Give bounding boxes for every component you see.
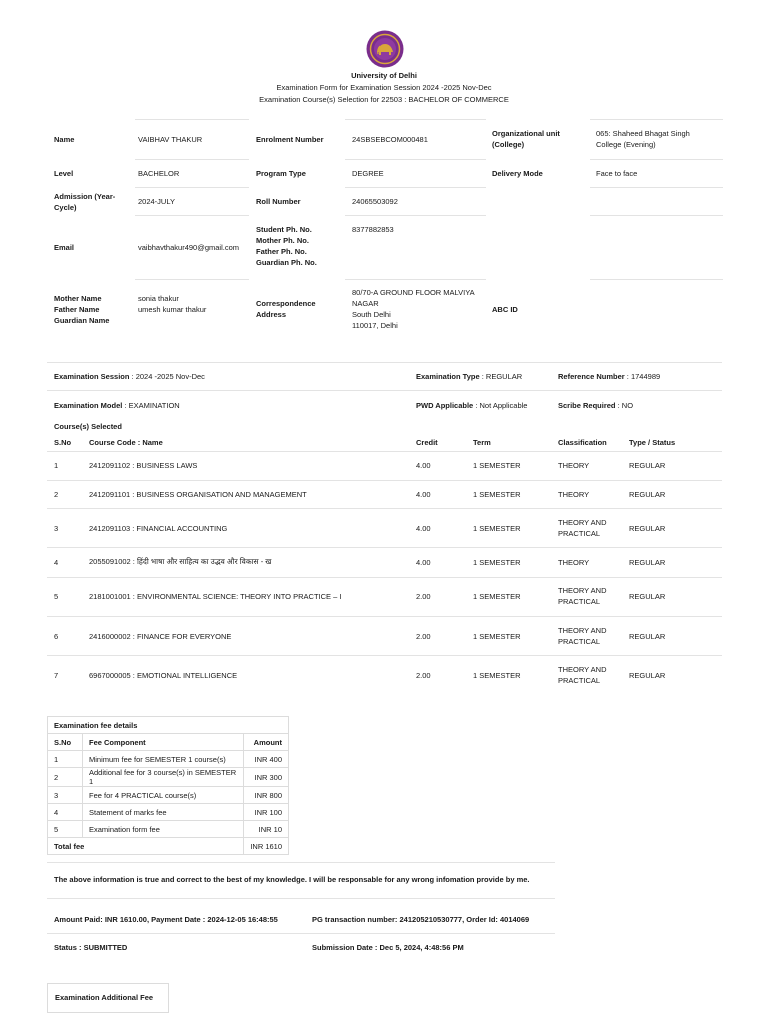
- course-sno: 5: [54, 592, 59, 601]
- course-name: 2412091101 : BUSINESS ORGANISATION AND MANAGEMENT: [89, 490, 307, 499]
- address-value: [352, 287, 475, 331]
- program-type-value: DEGREE: [352, 169, 384, 178]
- level-value: BACHELOR: [138, 169, 180, 178]
- mother-name-label: Mother Name: [54, 294, 102, 303]
- course-credit: 4.00: [416, 524, 431, 533]
- form-title: Examination Form for Examination Session 2024 -2025 Nov-Dec: [276, 83, 492, 92]
- email-label: Email: [54, 243, 75, 252]
- university-name: University of Delhi: [351, 71, 417, 80]
- course-classification: THEORY: [558, 490, 590, 499]
- amount-paid: Amount Paid: INR 1610.00, Payment Date : 2024-12-05 16:48:55: [54, 915, 278, 924]
- admission-label: Admission (Year-Cycle): [54, 192, 116, 212]
- fee-col-sno: S.No: [48, 734, 83, 751]
- scribe-required: Scribe Required : NO: [558, 401, 634, 410]
- fee-row: 3 Fee for 4 PRACTICAL course(s) INR 800: [48, 787, 289, 804]
- roll-number-value: 24065503092: [352, 197, 398, 206]
- course-classification: THEORY: [558, 461, 590, 470]
- course-sno: 1: [54, 461, 59, 470]
- course-credit: 2.00: [416, 632, 431, 641]
- fee-total-row: [48, 838, 289, 855]
- course-term: 1 SEMESTER: [473, 671, 521, 680]
- course-name: 2416000002 : FINANCE FOR EVERYONE: [89, 632, 232, 641]
- name-label: Name: [54, 135, 75, 144]
- course-credit: 4.00: [416, 558, 431, 567]
- examination-additional-fee-button[interactable]: [47, 983, 169, 1013]
- submission-status: Status : SUBMITTED: [54, 943, 128, 952]
- course-classification: THEORY AND PRACTICAL: [558, 626, 607, 646]
- course-name: 2412091102 : BUSINESS LAWS: [89, 461, 198, 470]
- course-selection-title: Examination Course(s) Selection for 22503 : BACHELOR OF COMMERCE: [259, 95, 509, 104]
- exam-session: Examination Session : 2024 -2025 Nov-Dec: [54, 372, 205, 381]
- course-term: 1 SEMESTER: [473, 632, 521, 641]
- course-sno: 7: [54, 671, 59, 680]
- course-status: REGULAR: [629, 490, 666, 499]
- guardian-name-label: Guardian Name: [54, 316, 110, 325]
- course-classification: THEORY AND PRACTICAL: [558, 586, 607, 606]
- course-term: 1 SEMESTER: [473, 490, 521, 499]
- admission-value: 2024-JULY: [138, 197, 175, 206]
- course-term: 1 SEMESTER: [473, 524, 521, 533]
- fee-details-table: [47, 716, 289, 855]
- course-classification: THEORY AND PRACTICAL: [558, 665, 607, 685]
- mother-name-value: sonia thakur: [138, 294, 179, 303]
- course-name: 6967000005 : EMOTIONAL INTELLIGENCE: [89, 671, 238, 680]
- org-unit-label: Organizational unit (College): [492, 129, 560, 149]
- address-label: Correspondence Address: [256, 299, 316, 319]
- course-sno: 2: [54, 490, 59, 499]
- phone-labels: [256, 224, 317, 268]
- enrolment-number: 24SBSEBCOM000481: [352, 135, 428, 144]
- delivery-mode-label: Delivery Mode: [492, 169, 543, 178]
- email-value: vaibhavthakur490@gmail.com: [138, 243, 239, 252]
- student-name: VAIBHAV THAKUR: [138, 135, 203, 144]
- address-line: South Delhi: [352, 310, 391, 319]
- fee-row: 2 Additional fee for 3 course(s) in SEMESTER 1 INR 300: [48, 768, 289, 787]
- phone-value: 8377882853: [352, 225, 394, 234]
- course-status: REGULAR: [629, 632, 666, 641]
- course-name: 2412091103 : FINANCIAL ACCOUNTING: [89, 524, 228, 533]
- reference-number: Reference Number : 1744989: [558, 372, 661, 381]
- course-status: REGULAR: [629, 592, 666, 601]
- level-label: Level: [54, 169, 74, 178]
- col-term: Term: [473, 438, 491, 447]
- delivery-mode-value: Face to face: [596, 169, 638, 178]
- university-seal-logo: [366, 30, 404, 68]
- course-term: 1 SEMESTER: [473, 558, 521, 567]
- fee-total-amount: INR 1610: [244, 838, 289, 855]
- courses-section-title: Course(s) Selected: [54, 422, 122, 431]
- course-status: REGULAR: [629, 524, 666, 533]
- fee-row: 4 Statement of marks fee INR 100: [48, 804, 289, 821]
- course-credit: 2.00: [416, 671, 431, 680]
- student-phone-label: Student Ph. No.: [256, 225, 312, 234]
- course-status: REGULAR: [629, 671, 666, 680]
- fee-row: 5 Examination form fee INR 10: [48, 821, 289, 838]
- course-name: 2055091002 : हिंदी भाषा और साहित्य का उद्भव और विकास - ख: [89, 557, 272, 566]
- fee-total-label: Total fee: [48, 838, 244, 855]
- col-classification: Classification: [558, 438, 607, 447]
- address-line: NAGAR: [352, 299, 379, 308]
- exam-type: Examination Type : REGULAR: [416, 372, 523, 381]
- father-name-value: umesh kumar thakur: [138, 305, 207, 314]
- course-status: REGULAR: [629, 461, 666, 470]
- org-unit-value: 065: Shaheed Bhagat Singh College (Evening): [596, 129, 690, 149]
- col-credit: Credit: [416, 438, 438, 447]
- course-name: 2181001001 : ENVIRONMENTAL SCIENCE: THEORY INTO PRACTICE – I: [89, 592, 342, 601]
- course-classification: THEORY: [558, 558, 590, 567]
- course-sno: 3: [54, 524, 59, 533]
- declaration-text: The above information is true and correct to the best of my knowledge. I will be responsable for any wrong infomation provide by me.: [54, 875, 530, 884]
- mother-phone-label: Mother Ph. No.: [256, 236, 309, 245]
- father-name-label: Father Name: [54, 305, 100, 314]
- fee-col-amount: Amount: [244, 734, 289, 751]
- parent-values: [138, 293, 206, 315]
- program-type-label: Program Type: [256, 169, 306, 178]
- submission-date: Submission Date : Dec 5, 2024, 4:48:56 PM: [312, 943, 464, 952]
- course-credit: 4.00: [416, 461, 431, 470]
- roll-number-label: Roll Number: [256, 197, 301, 206]
- exam-model: Examination Model : EXAMINATION: [54, 401, 180, 410]
- parent-labels: [54, 293, 109, 326]
- col-sno: S.No: [54, 438, 72, 447]
- pwd-applicable: PWD Applicable : Not Applicable: [416, 401, 528, 410]
- address-line: 80/70-A GROUND FLOOR MALVIYA: [352, 288, 475, 297]
- fee-row: 1 Minimum fee for SEMESTER 1 course(s) INR 400: [48, 751, 289, 768]
- address-line: 110017, Delhi: [352, 321, 398, 330]
- abc-id-label: ABC ID: [492, 305, 518, 314]
- guardian-phone-label: Guardian Ph. No.: [256, 258, 317, 267]
- course-term: 1 SEMESTER: [473, 461, 521, 470]
- col-course: Course Code : Name: [89, 438, 163, 447]
- course-classification: THEORY AND PRACTICAL: [558, 518, 607, 538]
- father-phone-label: Father Ph. No.: [256, 247, 307, 256]
- additional-fee-label: Examination Additional Fee: [55, 993, 154, 1002]
- col-type-status: Type / Status: [629, 438, 676, 447]
- fee-table-title: Examination fee details: [48, 717, 289, 734]
- course-credit: 2.00: [416, 592, 431, 601]
- course-sno: 6: [54, 632, 59, 641]
- course-sno: 4: [54, 558, 59, 567]
- course-credit: 4.00: [416, 490, 431, 499]
- course-status: REGULAR: [629, 558, 666, 567]
- pg-transaction: PG transaction number: 241205210530777, Order Id: 4014069: [312, 915, 530, 924]
- enrolment-label: Enrolment Number: [256, 135, 324, 144]
- fee-col-component: Fee Component: [83, 734, 244, 751]
- course-term: 1 SEMESTER: [473, 592, 521, 601]
